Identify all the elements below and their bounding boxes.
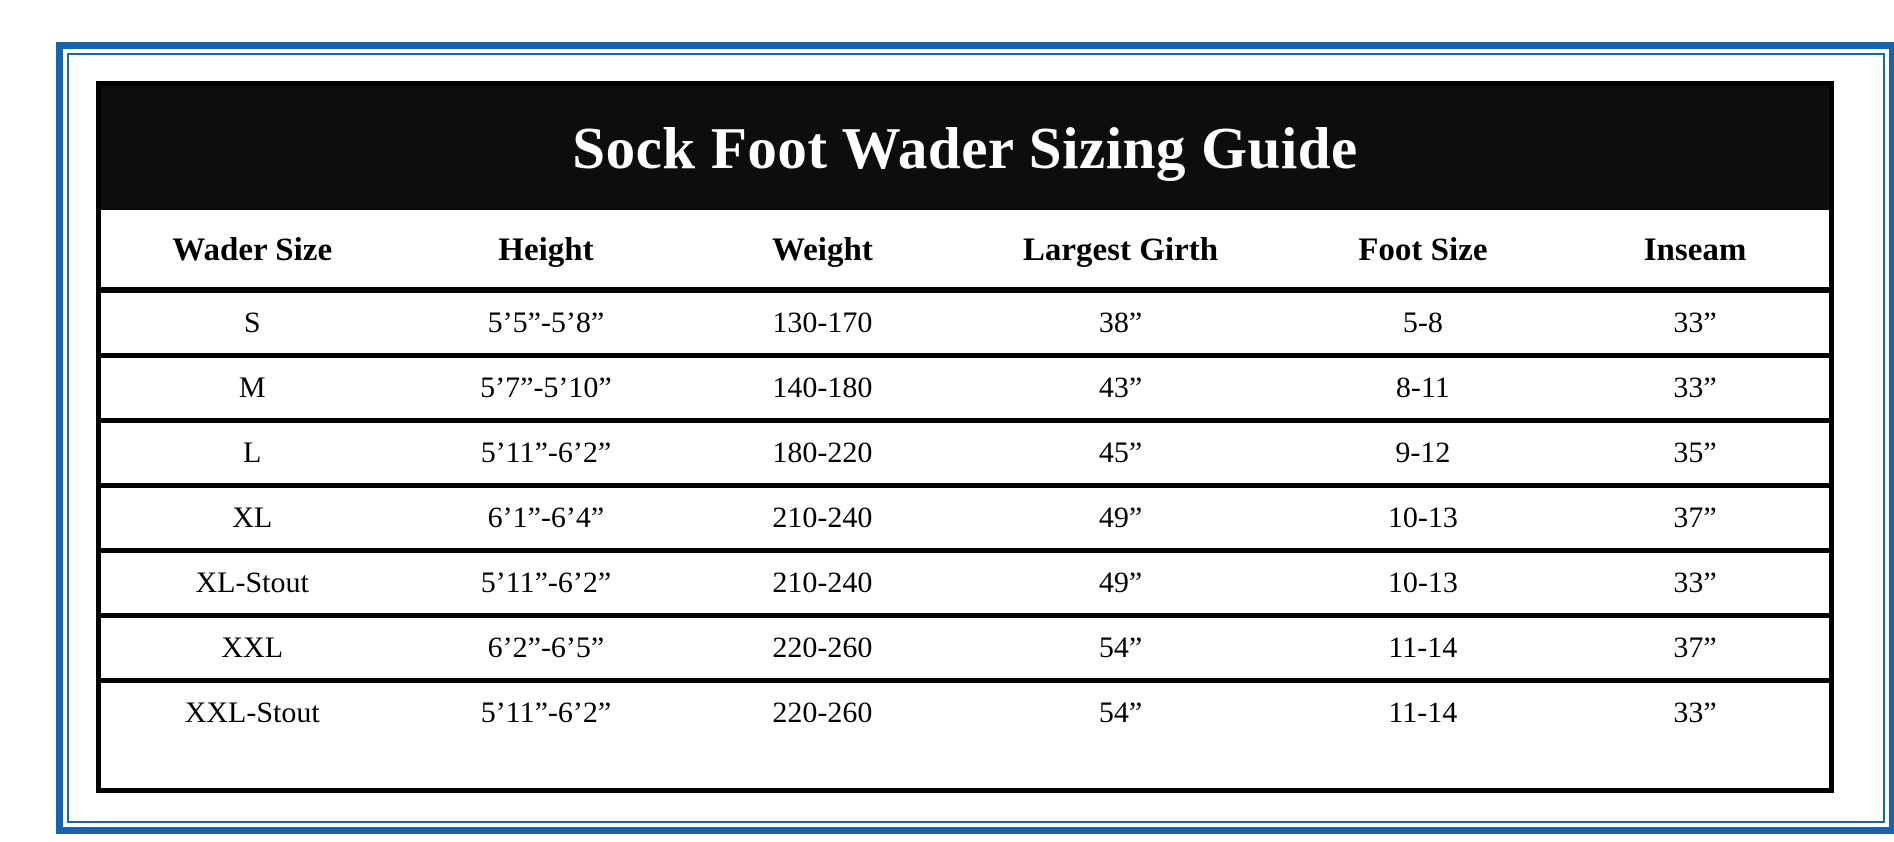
table-header-row	[101, 210, 1829, 290]
cell-height: 5’11”-6’2”	[403, 551, 688, 616]
column-header-wader-size: Wader Size	[101, 210, 403, 290]
cell-height: 5’5”-5’8”	[403, 290, 688, 356]
cell-largest-girth: 54”	[1098, 696, 1143, 729]
table-row	[101, 486, 1829, 551]
column-header-foot-size: Foot Size	[1285, 210, 1561, 290]
cell-height: 5’7”-5’10”	[403, 356, 688, 421]
cell-largest-girth: 49”	[956, 551, 1284, 616]
column-header-weight: Weight	[689, 210, 957, 290]
table-row	[101, 421, 1829, 486]
cell-largest-girth: 38”	[956, 290, 1284, 356]
cell-weight: 140-180	[689, 356, 957, 421]
table-row	[101, 290, 1829, 356]
cell-weight: 210-240	[689, 486, 957, 551]
cell-wader-size: L	[101, 421, 403, 486]
cell-wader-size: XL-Stout	[101, 551, 403, 616]
cell-height: 5’11”-6’2”	[403, 421, 688, 486]
cell-foot-size: 11-14	[1285, 616, 1561, 681]
column-header-largest-girth: Largest Girth	[956, 210, 1284, 290]
cell-largest-girth: 45”	[956, 421, 1284, 486]
cell-height: 6’2”-6’5”	[403, 616, 688, 681]
cell-inseam: 37”	[1561, 486, 1829, 551]
cell-height: 6’1”-6’4”	[403, 486, 688, 551]
cell-foot-size: 5-8	[1285, 290, 1561, 356]
cell-weight: 220-260	[772, 696, 873, 729]
sizing-guide-card	[96, 81, 1834, 793]
cell-largest-girth: 43”	[956, 356, 1284, 421]
cell-inseam: 33”	[1561, 356, 1829, 421]
cell-inseam: 33”	[1673, 696, 1717, 729]
wader-sizing-table	[101, 210, 1829, 743]
cell-wader-size: XXL-Stout	[184, 696, 320, 729]
cell-weight: 180-220	[689, 421, 957, 486]
cell-wader-size: XXL	[101, 616, 403, 681]
table-body	[101, 290, 1829, 743]
cell-wader-size: M	[101, 356, 403, 421]
title-bar	[101, 86, 1829, 210]
cell-wader-size: XL	[101, 486, 403, 551]
table-header	[101, 210, 1829, 290]
cell-inseam: 33”	[1561, 290, 1829, 356]
table-row	[101, 616, 1829, 681]
table-row	[101, 356, 1829, 421]
cell-weight: 220-260	[689, 616, 957, 681]
cell-height: 5’11”-6’2”	[480, 696, 612, 729]
cell-foot-size: 10-13	[1285, 551, 1561, 616]
column-header-height: Height	[403, 210, 688, 290]
outer-blue-frame	[56, 42, 1894, 834]
cell-largest-girth: 49”	[956, 486, 1284, 551]
page-title: Sock Foot Wader Sizing Guide	[572, 114, 1358, 181]
cell-largest-girth: 54”	[956, 616, 1284, 681]
cell-inseam: 35”	[1561, 421, 1829, 486]
cell-foot-size: 8-11	[1285, 356, 1561, 421]
cell-foot-size: 9-12	[1285, 421, 1561, 486]
cell-foot-size: 11-14	[1388, 696, 1458, 729]
cell-weight: 130-170	[689, 290, 957, 356]
cell-weight: 210-240	[689, 551, 957, 616]
cell-wader-size: S	[101, 290, 403, 356]
cell-foot-size: 10-13	[1285, 486, 1561, 551]
cell-inseam: 33”	[1561, 551, 1829, 616]
cell-inseam: 37”	[1561, 616, 1829, 681]
column-header-inseam: Inseam	[1561, 210, 1829, 290]
table-row	[101, 681, 1829, 744]
table-row	[101, 551, 1829, 616]
